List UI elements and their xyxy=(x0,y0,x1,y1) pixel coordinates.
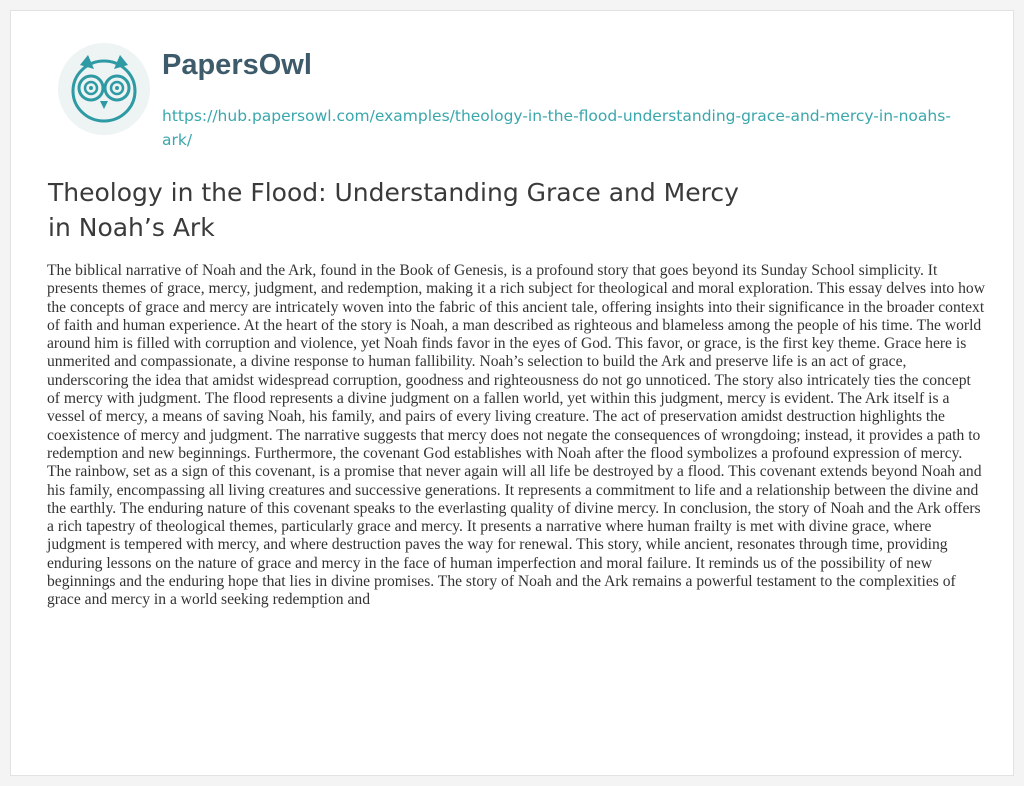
source-url-link[interactable]: https://hub.papersowl.com/examples/theology-in-the-flood-understanding-grace-and-mercy-in-noahs-ark/ xyxy=(162,107,951,149)
document-page xyxy=(10,10,1014,776)
document-body: The biblical narrative of Noah and the Ark, found in the Book of Genesis, is a profound story that goes beyond its Sunday School simplicity. It presents themes of grace, mercy, judgment, and redemption, making it a rich subject for theological and moral exploration. This essay delves into how the concepts of grace and mercy are intricately woven into the fabric of this ancient tale, offering insights into their significance in the broader context of faith and human experience. At the heart of the story is Noah, a man described as righteous and blameless among the people of his time. The world around him is filled with corruption and violence, yet Noah finds favor in the eyes of God. This favor, or grace, is the first key theme. Grace here is unmerited and compassionate, a divine response to human fallibility. Noah’s selection to build the Ark and preserve life is an act of grace, underscoring the idea that amidst widespread corruption, goodness and righteousness do not go unnoticed. The story also intricately ties the concept of mercy with judgment. The flood represents a divine judgment on a fallen world, yet within this judgment, mercy is evident. The Ark itself is a vessel of mercy, a means of saving Noah, his family, and pairs of every living creature. The act of preservation amidst destruction highlights the coexistence of mercy and judgment. The narrative suggests that mercy does not negate the consequences of wrongdoing; instead, it provides a path to redemption and new beginnings. Furthermore, the covenant God establishes with Noah after the flood symbolizes a profound expression of mercy. The rainbow, set as a sign of this covenant, is a promise that never again will all life be destroyed by a flood. This covenant extends beyond Noah and his family, encompassing all living creatures and successive generations. It represents a commitment to life and a relationship between the divine and the earthly. The enduring nature of this covenant speaks to the everlasting quality of divine mercy. In conclusion, the story of Noah and the Ark offers a rich tapestry of theological themes, particularly grace and mercy. It presents a narrative where human frailty is met with divine grace, where judgment is tempered with mercy, and where destruction paves the way for renewal. This story, while ancient, resonates through time, providing enduring lessons on the nature of grace and mercy in the face of human imperfection and moral failure. It reminds us of the possibility of new beginnings and the enduring hope that lies in divine promises. The story of Noah and the Ark remains a powerful testament to the complexities of grace and mercy in a world seeking redemption and xyxy=(47,262,985,609)
page-header xyxy=(58,41,958,171)
document-title: Theology in the Flood: Understanding Grace and Mercy in Noah’s Ark xyxy=(48,178,739,242)
brand-name: PapersOwl xyxy=(162,49,312,81)
owl-logo-icon xyxy=(58,43,150,135)
